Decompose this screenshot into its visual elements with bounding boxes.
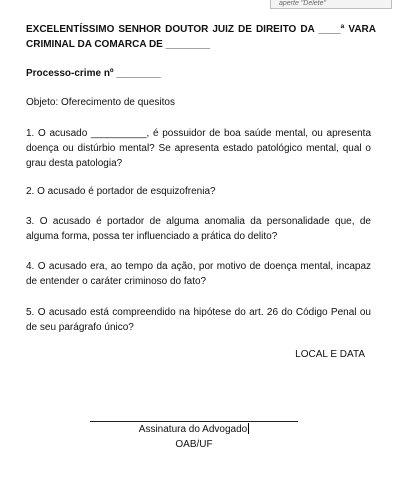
signature-label-text: Assinatura do Advogado — [138, 424, 248, 435]
local-and-date: LOCAL E DATA — [295, 349, 365, 360]
signature-label[interactable] — [90, 422, 298, 437]
process-number: Processo-crime nº ________ — [26, 68, 161, 79]
text-cursor — [248, 423, 249, 434]
quesito-1: 1. O acusado __________, é possuidor de boa saúde mental, ou apresenta doença ou distúrbio mental? Se apresenta estado patológico mental, qual o grau desta patologia? — [26, 128, 371, 169]
quesito-2: 2. O acusado é portador de esquizofrenia? — [26, 186, 216, 197]
delete-hint-tooltip — [270, 0, 392, 9]
quesito-5: 5. O acusado está compreendido na hipótese do art. 26 do Código Penal ou de seu parágrafo único? — [26, 307, 371, 333]
petition-subject: Objeto: Oferecimento de quesitos — [26, 97, 175, 108]
quesito-3: 3. O acusado é portador de alguma anomalia da personalidade que, de alguma forma, possa ter influenciado a prática do delito? — [26, 216, 371, 242]
delete-hint-text: aperte "Delete" — [279, 0, 326, 7]
petition-heading: EXCELENTÍSSIMO SENHOR DOUTOR JUIZ DE DIREITO DA ____ª VARA CRIMINAL DA COMARCA DE ________ — [26, 24, 376, 50]
oab-label: OAB/UF — [175, 439, 213, 450]
quesito-4: 4. O acusado era, ao tempo da ação, por motivo de doença mental, incapaz de entender o caráter criminoso do fato? — [26, 261, 371, 287]
